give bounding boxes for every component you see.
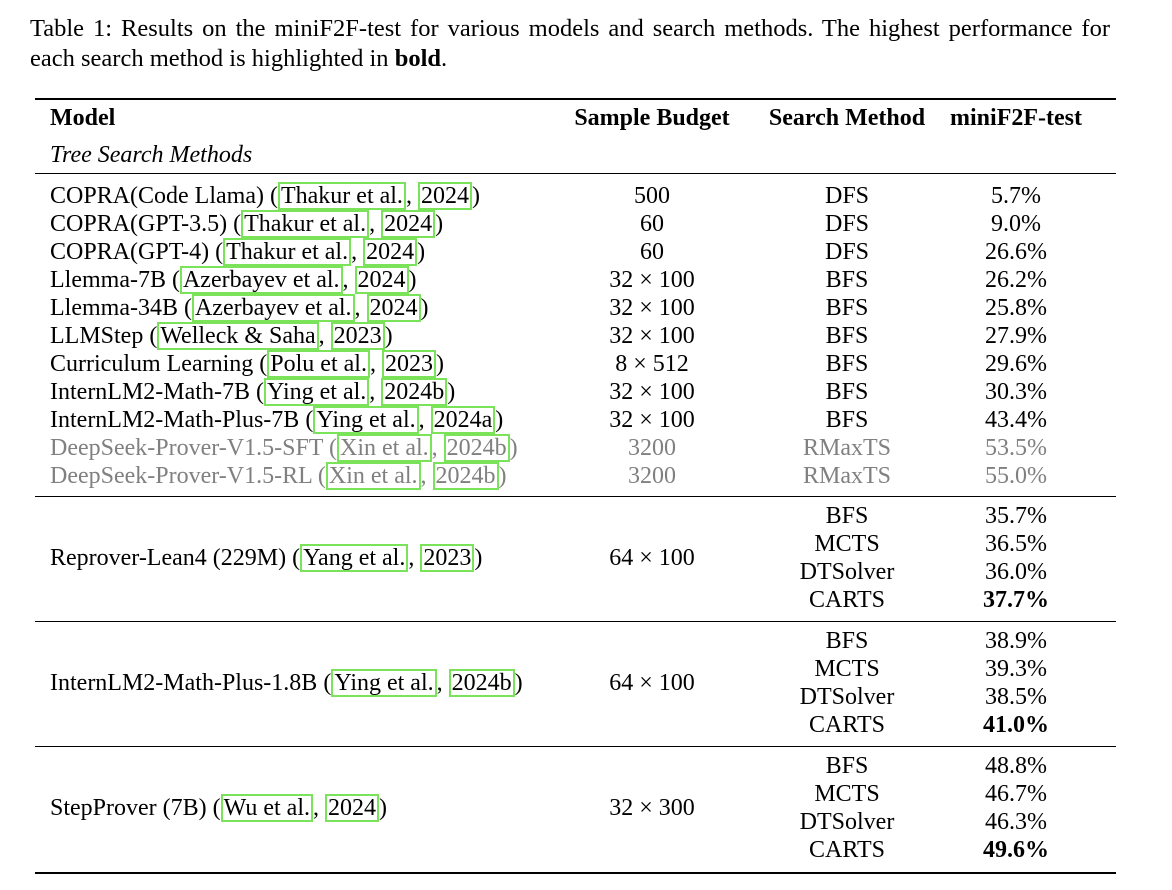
model-name: LLMStep — [50, 323, 144, 349]
search-method-cell: DTSolver — [799, 559, 895, 585]
citation-authors-link[interactable]: Polu et al. — [267, 350, 370, 378]
citation-authors-link[interactable]: Yang et al. — [300, 544, 408, 572]
score-cell: 43.4% — [985, 407, 1047, 433]
citation-year-link[interactable]: 2024 — [355, 266, 409, 294]
citation-authors-link[interactable]: Azerbayev et al. — [192, 294, 355, 322]
search-method-cell: BFS — [825, 295, 869, 321]
score-cell: 35.7% — [985, 503, 1047, 529]
model-cell: COPRA(GPT-3.5) ( Thakur et al. , 2024 ) — [50, 211, 444, 237]
score-cell: 39.3% — [985, 656, 1047, 682]
header-model: Model — [50, 105, 116, 131]
citation-year-link[interactable]: 2024 — [381, 210, 435, 238]
score-cell: 29.6% — [985, 351, 1047, 377]
citation-authors-link[interactable]: Thakur et al. — [223, 238, 351, 266]
caption-label: Table 1: — [30, 15, 113, 42]
model-cell: Llemma-34B ( Azerbayev et al. , 2024 ) — [50, 295, 429, 321]
model-name: Curriculum Learning — [50, 351, 254, 377]
model-cell: InternLM2-Math-Plus-7B ( Ying et al. , 2024a ) — [50, 407, 504, 433]
score-cell: 46.3% — [985, 809, 1047, 835]
model-cell: LLMStep ( Welleck & Saha , 2023 ) — [50, 323, 393, 349]
citation-authors-link[interactable]: Thakur et al. — [278, 182, 406, 210]
score-cell: 36.5% — [985, 531, 1047, 557]
model-name: COPRA(GPT-4) — [50, 239, 210, 265]
score-cell: 25.8% — [985, 295, 1047, 321]
search-method-cell: CARTS — [809, 712, 885, 738]
citation-year-link[interactable]: 2024 — [363, 238, 417, 266]
best-score-cell: 41.0% — [983, 712, 1049, 738]
citation-authors-link[interactable]: Wu et al. — [221, 794, 313, 822]
model-name: InternLM2-Math-Plus-7B — [50, 407, 300, 433]
citation-year-link[interactable]: 2023 — [382, 350, 436, 378]
sample-budget-cell: 32 × 300 — [609, 795, 695, 821]
model-cell: Reprover-Lean4 (229M) ( Yang et al. , 2023 ) — [50, 545, 483, 571]
score-cell: 9.0% — [991, 211, 1041, 237]
search-method-cell: MCTS — [814, 781, 880, 807]
sample-budget-cell: 64 × 100 — [609, 670, 695, 696]
score-cell: 30.3% — [985, 379, 1047, 405]
search-method-cell: DTSolver — [799, 684, 895, 710]
section-rule — [35, 173, 1116, 174]
search-method-cell: BFS — [825, 503, 869, 529]
score-cell: 55.0% — [985, 463, 1047, 489]
model-name: Llemma-7B — [50, 267, 166, 293]
citation-authors-link[interactable]: Ying et al. — [331, 669, 436, 697]
citation-year-link[interactable]: 2024b — [449, 669, 515, 697]
best-score-cell: 49.6% — [983, 837, 1049, 863]
model-name: StepProver (7B) — [50, 795, 207, 821]
citation-authors-link[interactable]: Thakur et al. — [241, 210, 369, 238]
search-method-cell: DFS — [824, 183, 870, 209]
score-cell: 5.7% — [991, 183, 1041, 209]
citation-year-link[interactable]: 2024b — [444, 434, 510, 462]
caption-text: Results on the miniF2F-test for various models and search methods. The highest performance for each search method is highlighted in — [30, 15, 1110, 72]
citation-year-link[interactable]: 2024 — [418, 182, 472, 210]
citation-authors-link[interactable]: Ying et al. — [313, 406, 418, 434]
search-method-cell: BFS — [825, 407, 869, 433]
header-search-method: Search Method — [768, 105, 926, 131]
model-cell: InternLM2-Math-7B ( Ying et al. , 2024b ) — [50, 379, 456, 405]
caption-bold-word: bold — [394, 45, 441, 72]
citation-year-link[interactable]: 2023 — [331, 322, 385, 350]
sample-budget-cell: 3200 — [628, 463, 676, 489]
citation-authors-link[interactable]: Xin et al. — [337, 434, 432, 462]
score-cell: 36.0% — [985, 559, 1047, 585]
citation-year-link[interactable]: 2024b — [381, 378, 447, 406]
search-method-cell: BFS — [825, 267, 869, 293]
model-cell: StepProver (7B) ( Wu et al. , 2024 ) — [50, 795, 387, 821]
section-title: Tree Search Methods — [50, 142, 253, 168]
search-method-cell: DTSolver — [799, 809, 895, 835]
model-cell: DeepSeek-Prover-V1.5-RL ( Xin et al. , 2024b ) — [50, 463, 507, 489]
sample-budget-cell: 60 — [640, 239, 664, 265]
sample-budget-cell: 32 × 100 — [609, 295, 695, 321]
search-method-cell: MCTS — [814, 656, 880, 682]
header-sample-budget: Sample Budget — [574, 105, 730, 131]
search-method-cell: RMaxTS — [802, 463, 891, 489]
model-cell: COPRA(GPT-4) ( Thakur et al. , 2024 ) — [50, 239, 426, 265]
model-cell: Curriculum Learning ( Polu et al. , 2023 ) — [50, 351, 444, 377]
search-method-cell: DFS — [824, 211, 870, 237]
citation-year-link[interactable]: 2024 — [367, 294, 421, 322]
score-cell: 27.9% — [985, 323, 1047, 349]
score-cell: 46.7% — [985, 781, 1047, 807]
model-cell: DeepSeek-Prover-V1.5-SFT ( Xin et al. , 2024b ) — [50, 435, 518, 461]
sample-budget-cell: 32 × 100 — [609, 407, 695, 433]
search-method-cell: RMaxTS — [802, 435, 891, 461]
score-cell: 38.5% — [985, 684, 1047, 710]
model-name: DeepSeek-Prover-V1.5-RL — [50, 463, 312, 489]
citation-year-link[interactable]: 2023 — [420, 544, 474, 572]
model-name: Llemma-34B — [50, 295, 178, 321]
model-name: COPRA(Code Llama) — [50, 183, 264, 209]
citation-authors-link[interactable]: Xin et al. — [326, 462, 421, 490]
caption-end: . — [441, 45, 448, 72]
score-cell: 38.9% — [985, 628, 1047, 654]
sample-budget-cell: 500 — [634, 183, 670, 209]
sample-budget-cell: 60 — [640, 211, 664, 237]
search-method-cell: MCTS — [814, 531, 880, 557]
model-name: Reprover-Lean4 (229M) — [50, 545, 287, 571]
table-caption — [30, 14, 1110, 74]
search-method-cell: BFS — [825, 379, 869, 405]
model-cell: Llemma-7B ( Azerbayev et al. , 2024 ) — [50, 267, 417, 293]
citation-year-link[interactable]: 2024b — [433, 462, 499, 490]
model-name: InternLM2-Math-Plus-1.8B — [50, 670, 318, 696]
sample-budget-cell: 32 × 100 — [609, 323, 695, 349]
bottom-rule — [35, 872, 1116, 874]
group-rule-2 — [35, 621, 1116, 622]
group-rule-3 — [35, 746, 1116, 747]
top-rule — [35, 98, 1116, 100]
citation-year-link[interactable]: 2024 — [325, 794, 379, 822]
citation-authors-link[interactable]: Ying et al. — [264, 378, 369, 406]
sample-budget-cell: 32 × 100 — [609, 267, 695, 293]
citation-authors-link[interactable]: Azerbayev et al. — [180, 266, 343, 294]
sample-budget-cell: 3200 — [628, 435, 676, 461]
model-cell: InternLM2-Math-Plus-1.8B ( Ying et al. , 2024b ) — [50, 670, 523, 696]
header-minif2f-test: miniF2F-test — [950, 105, 1082, 131]
score-cell: 26.2% — [985, 267, 1047, 293]
best-score-cell: 37.7% — [983, 587, 1049, 613]
model-cell: COPRA(Code Llama) ( Thakur et al. , 2024 ) — [50, 183, 480, 209]
search-method-cell: CARTS — [809, 837, 885, 863]
sample-budget-cell: 8 × 512 — [615, 351, 689, 377]
search-method-cell: DFS — [824, 239, 870, 265]
search-method-cell: BFS — [825, 753, 869, 779]
model-name: DeepSeek-Prover-V1.5-SFT — [50, 435, 324, 461]
sample-budget-cell: 64 × 100 — [609, 545, 695, 571]
score-cell: 53.5% — [985, 435, 1047, 461]
citation-authors-link[interactable]: Welleck & Saha — [157, 322, 318, 350]
score-cell: 48.8% — [985, 753, 1047, 779]
model-name: COPRA(GPT-3.5) — [50, 211, 228, 237]
search-method-cell: BFS — [825, 628, 869, 654]
model-name: InternLM2-Math-7B — [50, 379, 250, 405]
sample-budget-cell: 32 × 100 — [609, 379, 695, 405]
group-rule-1 — [35, 496, 1116, 497]
citation-year-link[interactable]: 2024a — [431, 406, 496, 434]
score-cell: 26.6% — [985, 239, 1047, 265]
search-method-cell: CARTS — [809, 587, 885, 613]
search-method-cell: BFS — [825, 323, 869, 349]
search-method-cell: BFS — [825, 351, 869, 377]
